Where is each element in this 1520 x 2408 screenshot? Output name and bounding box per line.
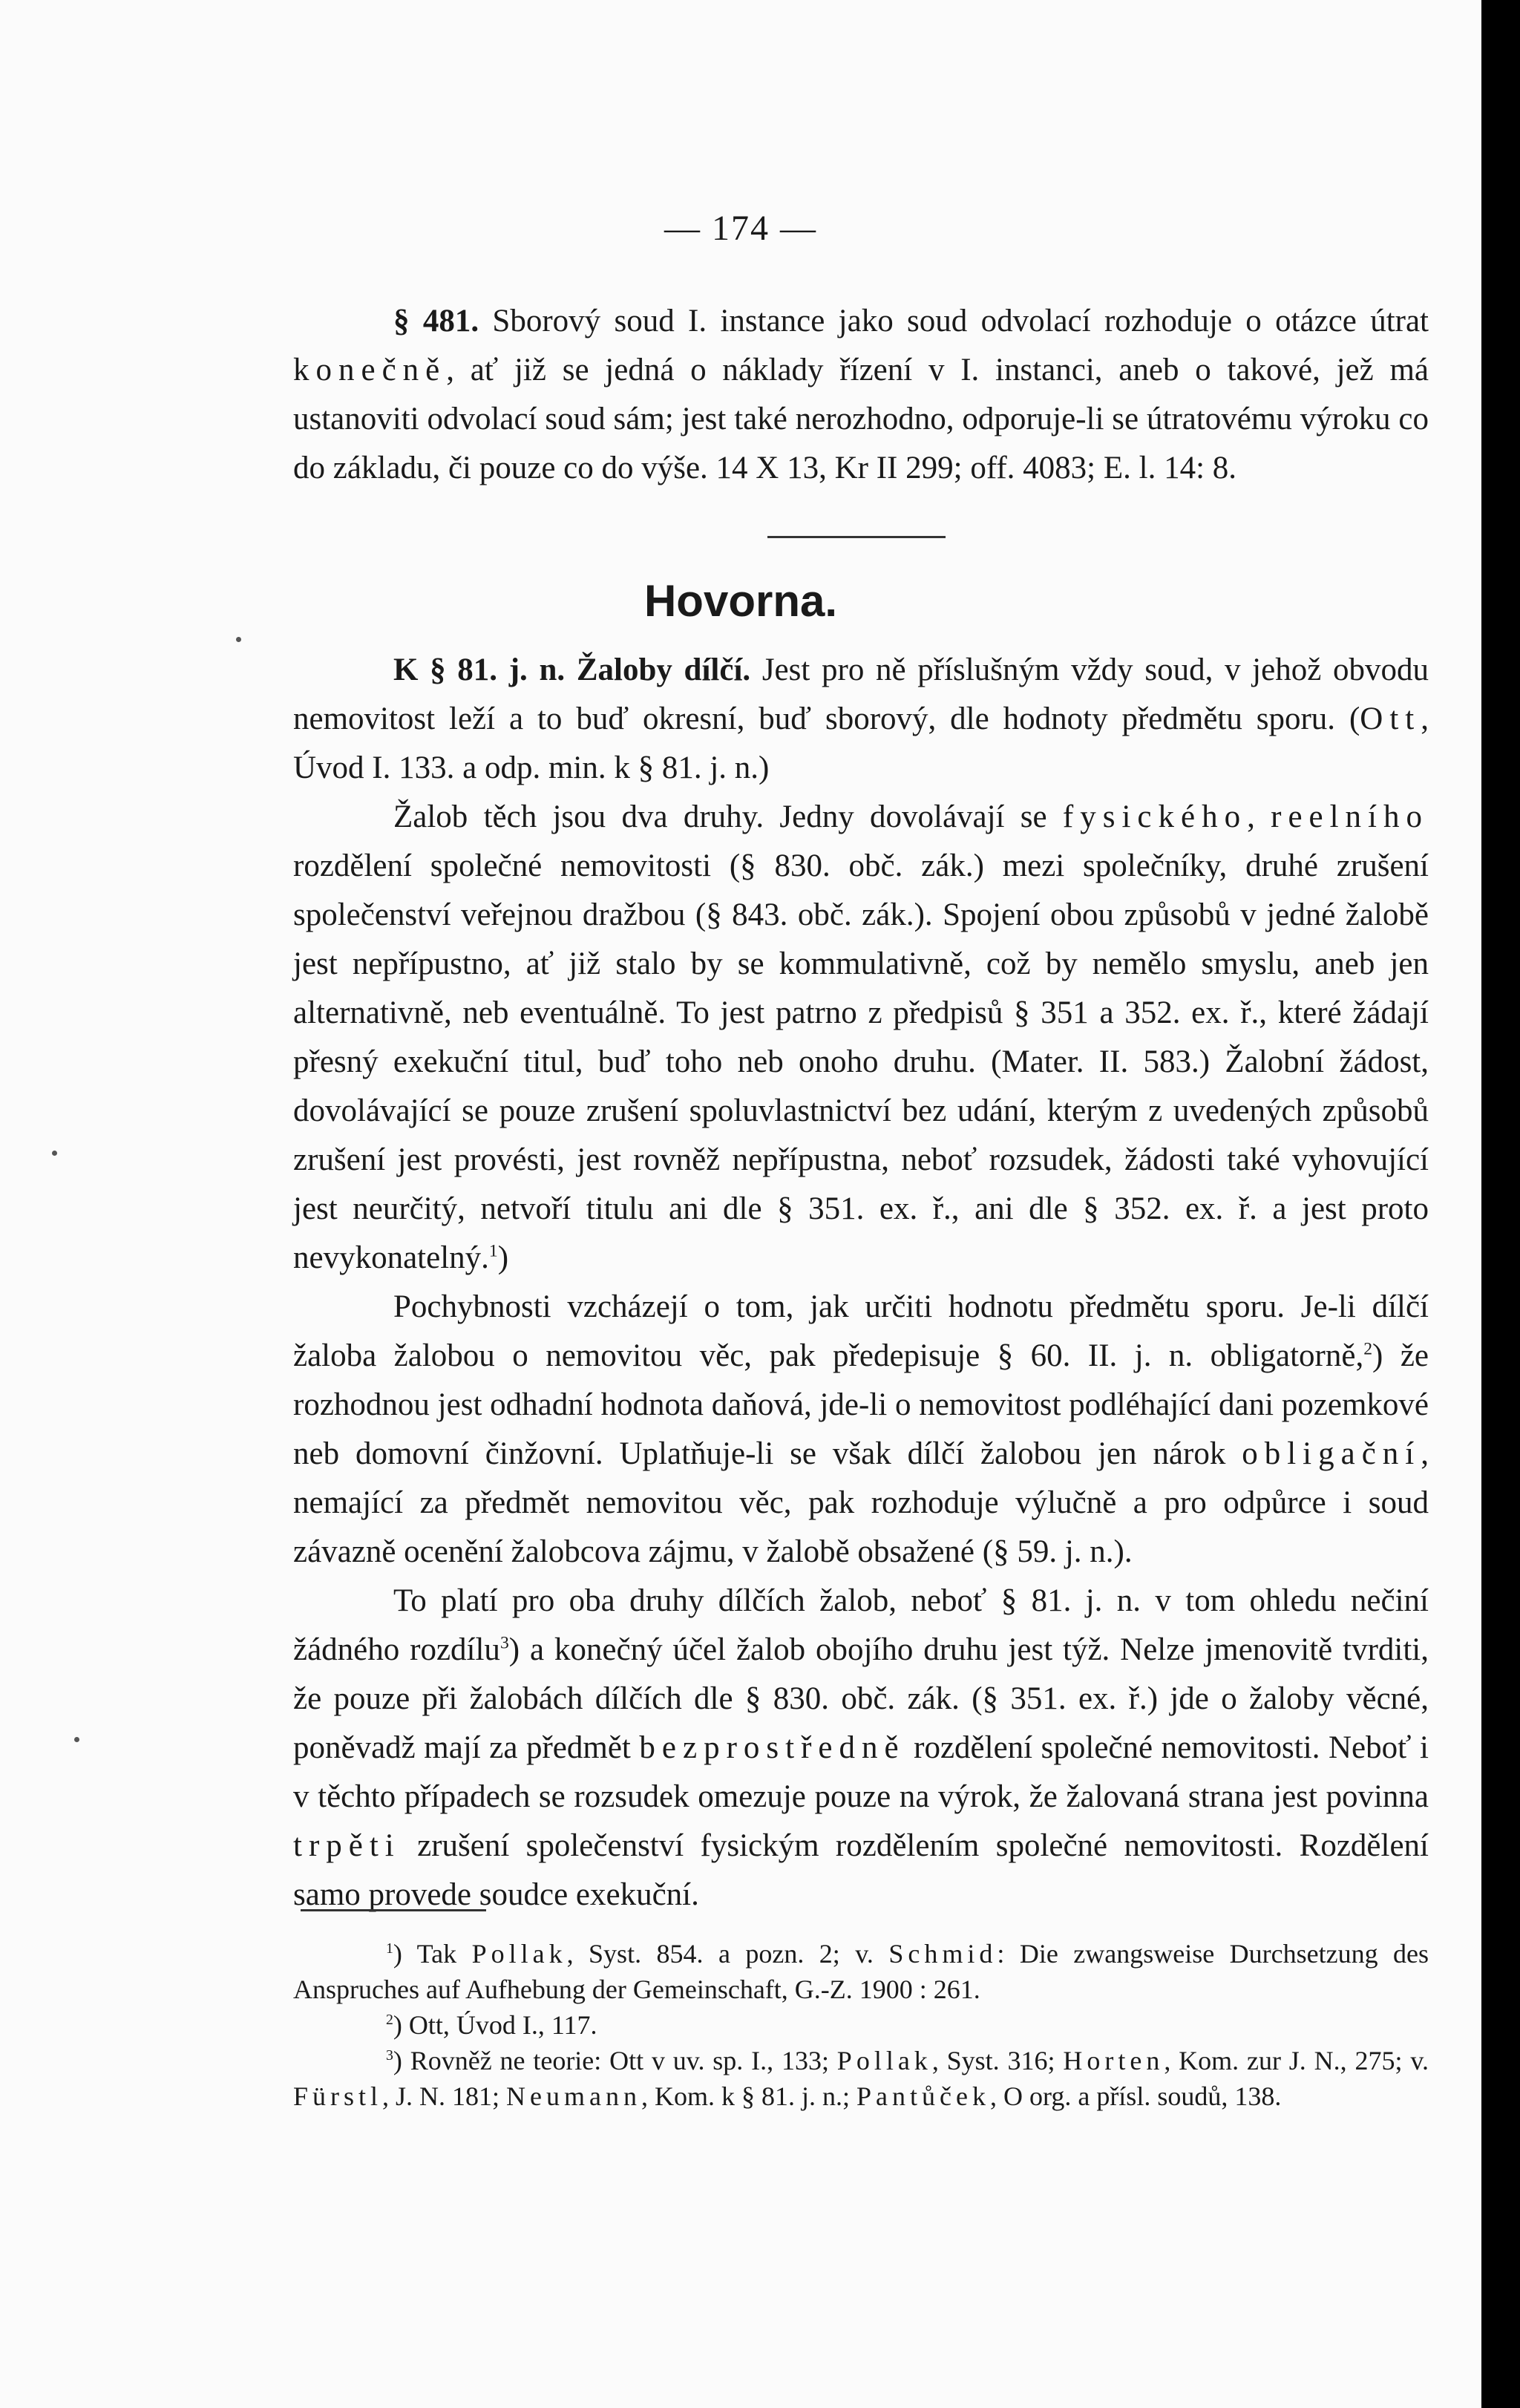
scan-speck: [52, 1151, 57, 1156]
main-text: [293, 646, 1429, 1920]
footnote-ref: 3: [499, 1633, 509, 1653]
spaced-emphasis: konečně: [293, 353, 447, 387]
paragraph: Žalob těch jsou dva druhy. Jedny dovolávají se fysického, reelního rozdělení společné nemovitosti (§ 830. obč. zák.) mezi společníky, druhé zrušení společenství veřejnou dražbou (§ 843. obč. zák.). Spojení obou způsobů v jedné žalobě jest nepřípustno, ať již stalo by se kommulativně, což by nemělo smyslu, aneb jen alternativně, neb eventuálně. To jest patrno z předpisů § 351 a 352. ex. ř., které žádají přesný exekuční titul, buď toho neb onoho druhu. (Mater. II. 583.) Žalobní žádost, dovolávající se pouze zrušení spoluvlastnictví bez udání, kterým z uvedených způsobů zrušení jest provésti, jest rovněž nepřípustna, neboť rozsudek, žádosti také vyhovující jest neurčitý, netvoří titulu ani dle § 351. ex. ř., ani dle § 352. ex. ř. a jest proto nevykonatelný.$^1$): [293, 799, 1429, 1275]
paragraph: K § 81. j. n. Žaloby dílčí. Jest pro ně příslušným vždy soud, v jehož obvodu nemovitost leží a to buď okresní, buď sborový, dle hodnoty předmětu sporu. (Ott, Úvod I. 133. a odp. min. k § 81. j. n.): [293, 652, 1429, 785]
paragraph-lead: K § 81. j. n. Žaloby dílčí.: [393, 652, 751, 687]
footnote: $^1$) Tak Pollak, Syst. 854. a pozn. 2; v. Schmid: Die zwangsweise Durchsetzung des Anspruches auf Aufhebung der Gemeinschaft, G.-Z. 1900 : 261.: [293, 1939, 1429, 2004]
paragraph-481: § 481. Sborový soud I. instance jako soud odvolací rozhoduje o otázce útrat konečně, ať již se jedná o náklady řízení v I. instanci, aneb o takové, jež má ustanoviti odvolací soud sám; jest také nerozhodno, odporuje-li se útratovému výroku co do základu, či pouze co do výše. 14 X 13, Kr II 299; off. 4083; E. l. 14: 8.: [293, 304, 1429, 485]
section-heading: Hovorna.: [643, 576, 838, 626]
footnotes: [293, 1936, 1429, 2114]
footnote-ref: 2: [1363, 1339, 1373, 1359]
footnote-ref: 1: [488, 1241, 498, 1261]
paragraph: To platí pro oba druhy dílčích žalob, neboť § 81. j. n. v tom ohledu nečiní žádného rozdílu$^3$) a konečný účel žalob obojího druhu jest týž. Nelze jmenovitě tvrditi, že pouze při žalobách dílčích dle § 830. obč. zák. (§ 351. ex. ř.) jde o žaloby věcné, poněvadž mají za předmět bezprostředně rozdělení společné nemovitosti. Neboť i v těchto případech se rozsudek omezuje pouze na výrok, že žalovaná strana jest povinna trpěti zrušení společenství fysickým rozdělením společné nemovitosti. Rozdělení samo provede soudce exekuční.: [293, 1583, 1429, 1912]
paragraph: Pochybnosti vzcházejí o tom, jak určiti hodnotu předmětu sporu. Je-li dílčí žaloba žalobou o nemovitou věc, pak předepisuje § 60. II. j. n. obligatorně,$^2$) že rozhodnou jest odhadní hodnota daňová, jde-li o nemovitost podléhající dani pozemkové neb domovní činžovní. Uplatňuje-li se však dílčí žalobou jen nárok obligační, nemající za předmět nemovitou věc, pak rozhoduje výlučně a pro odpůrce i soud závazně ocenění žalobcova zájmu, v žalobě obsažené (§ 59. j. n.).: [293, 1289, 1429, 1569]
section-divider: [767, 536, 946, 538]
paragraph-number: § 481.: [393, 304, 479, 338]
footnote: $^3$) Rovněž ne teorie: Ott v uv. sp. I., 133; Pollak, Syst. 316; Horten, Kom. zur J. N., 275; v. Fürstl, J. N. 181; Neumann, Kom. k § 81. j. n.; Pantůček, O org. a přísl. soudů, 138.: [293, 2046, 1429, 2111]
scan-speck: [74, 1737, 79, 1742]
scan-speck: [236, 637, 241, 642]
page-number: — 174 —: [664, 209, 817, 248]
footnote-divider: [301, 1909, 486, 1911]
footnote: $^2$) Ott, Úvod I., 117.: [386, 2010, 597, 2040]
